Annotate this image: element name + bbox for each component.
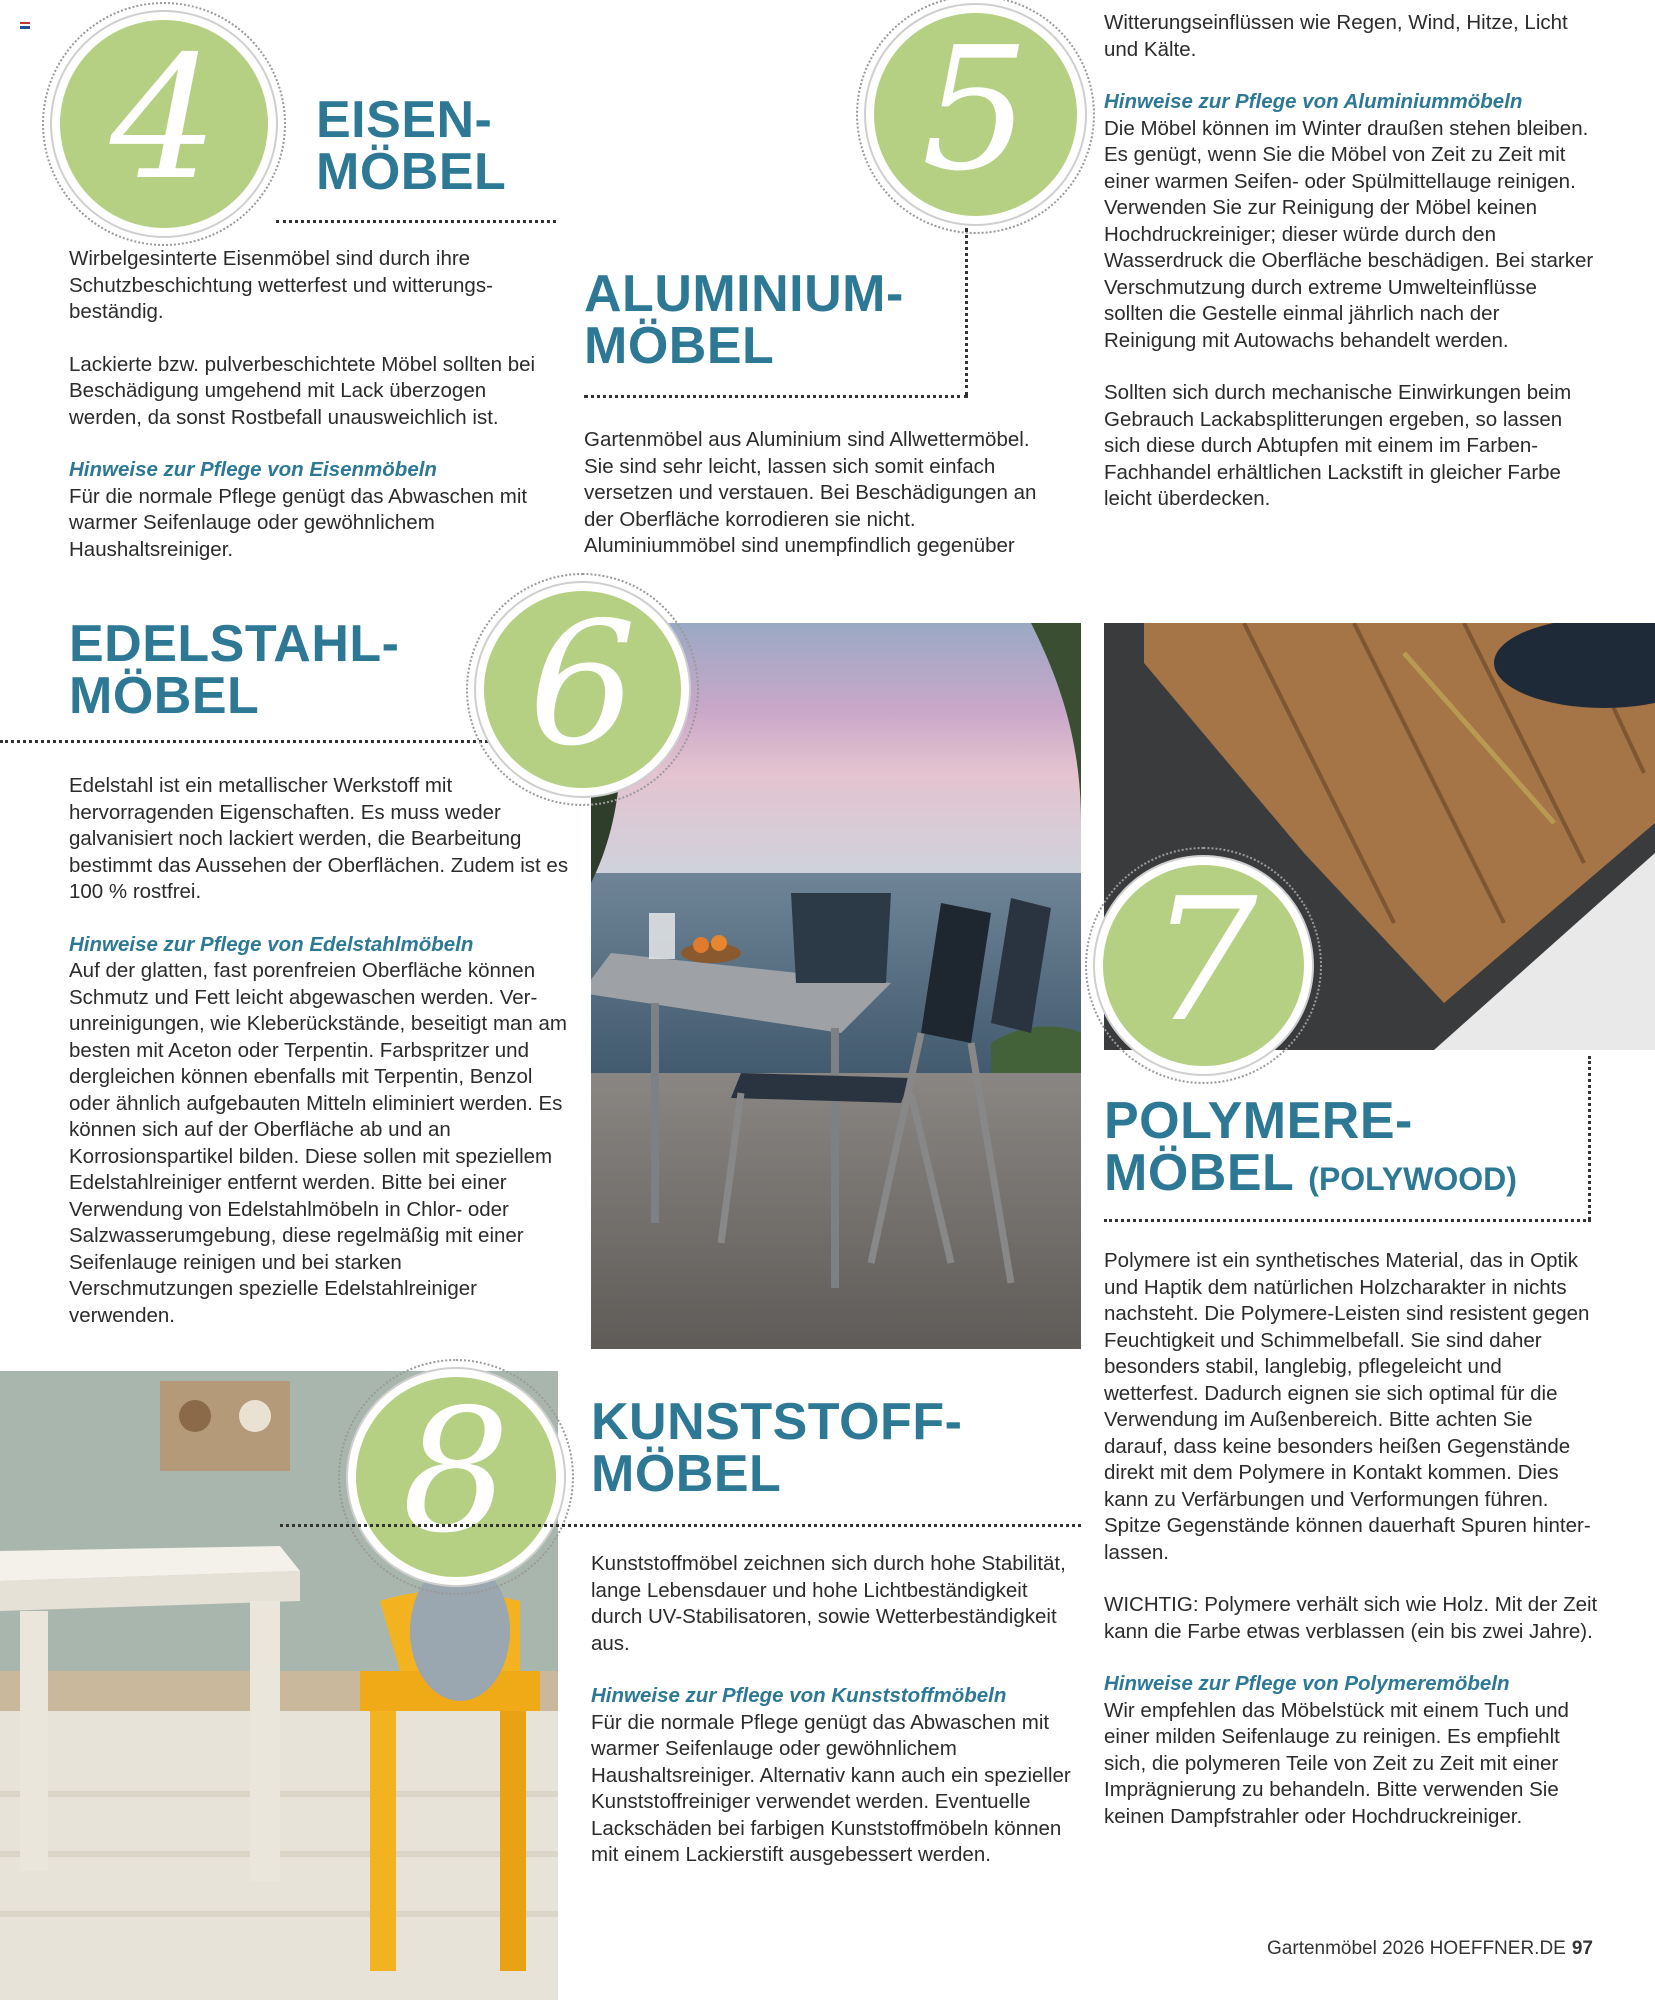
section-5-column-2 <box>1104 10 1594 513</box>
section-4-intro-2: Lackierte bzw. pulverbeschichtete Möbel sollten bei Beschädigung umgehend mit Lack überzogen werden, da sonst Rostbefall unausweichlich ist. <box>69 352 536 429</box>
section-6-number-circle <box>484 585 681 788</box>
section-5-divider-vertical <box>965 228 968 396</box>
section-8-divider <box>280 1524 1081 1527</box>
section-8-intro: Kunststoffmöbel zeichnen sich durch hohe Stabilität, lange Lebensdauer und hohe Lichtbeständigkeit durch UV-Stabilisatoren, sowie Wetterbeständigkeit aus. <box>591 1552 1066 1655</box>
section-5-hint-title: Hinweise zur Pflege von Aluminiummöbeln <box>1104 90 1523 113</box>
section-5-hint-text: Die Möbel können im Winter draußen stehen bleiben. Es genügt, wenn Sie die Möbel von Zeit zu Zeit mit einer warmen Seifen- oder Spülmittellauge reinigen. Verwenden Sie zur Reinigung der Möbel keinen Hochdruckreiniger; dieser würde durch den Wasserdruck die Oberfläche beschädigen. Bei starker Verschmutzung durch extreme Umwelteinflüsse sollten die Gestelle einmal jährlich nach der Reinigung mit Autowachs behandelt werden. <box>1104 116 1594 352</box>
section-7-body <box>1104 1248 1599 1830</box>
section-8-hint-text: Für die normale Pflege genügt das Abwaschen mit warmer Seifenlauge oder gewöhnlichem Haushaltsreiniger. Alternativ kann auch ein spezieller Kunststoffreiniger verwendet werden. Eventuelle Lackschäden bei farbigen Kunststoffmöbeln können mit einem Lackierstift ausgebessert werden. <box>591 1710 1071 1866</box>
section-6-title <box>69 615 400 725</box>
section-4-intro-1: Wirbelgesinterte Eisenmöbel sind durch ihre Schutzbeschichtung wetterfest und witterungsbeständig. <box>69 247 493 323</box>
section-7-title-line-1: POLYMERE- <box>1104 1092 1413 1150</box>
section-5-title-line-2: MÖBEL <box>584 317 775 375</box>
section-5-number-circle <box>874 10 1077 216</box>
section-5-number: 5 <box>921 10 1030 209</box>
section-7-number-circle <box>1103 861 1304 1066</box>
section-8-hint <box>591 1683 1083 1869</box>
section-5-title <box>584 265 904 375</box>
section-6-hint-text: Auf der glatten, fast porenfreien Oberfläche können Schmutz und Fett leicht abgewaschen werden. Verunreinigungen, wie Kleberückstände, beseitigt man am besten mit Aceton oder Terpentin. Farbspritzer und dergleichen können ebenfalls mit Terpentin, Benzol oder ähnlich aufgebauten Mitteln eliminiert werden. Es können sich auf der Oberfläche ab und an Korrosionspartikel bilden. Diese sollen mit speziellem Edelstahlreiniger entfernt werden. Bitte bei einer Verwendung von Edelstahlmöbeln in Chlor- oder Salzwasserumgebung, diese regelmäßig mit einer Seifenlauge reinigen und bei starken Verschmutzungen spezielle Edelstahlreiniger verwenden. <box>69 959 567 1327</box>
section-6-number: 6 <box>528 585 637 784</box>
section-4-hint-text: Für die normale Pflege genügt das Abwaschen mit warmer Seifenlauge oder gewöhnlichem Haushaltsreiniger. <box>69 484 528 561</box>
section-4-body <box>69 246 559 563</box>
section-7-divider <box>1104 1219 1591 1222</box>
section-7-divider-vertical <box>1588 1056 1591 1220</box>
section-7-title-sub: (POLYWOOD) <box>1308 1161 1517 1197</box>
section-7-title-line-2-wrap <box>1104 1144 1517 1205</box>
section-7-title <box>1104 1092 1517 1205</box>
section-7-number: 7 <box>1149 861 1258 1060</box>
section-4-number: 4 <box>109 20 219 218</box>
flag-icon <box>20 22 30 29</box>
section-4-title-line-1: EISEN- <box>316 91 493 149</box>
section-6-body <box>69 773 569 1329</box>
section-5-divider <box>584 395 968 398</box>
section-7-hint <box>1104 1671 1599 1830</box>
section-6-title-line-1: EDELSTAHL- <box>69 615 400 673</box>
footer-label: Gartenmöbel 2026 HOEFFNER.DE <box>1267 1938 1566 1959</box>
section-6-title-line-2: MÖBEL <box>69 667 260 725</box>
section-6-intro: Edelstahl ist ein metallischer Werkstoff mit hervorragenden Eigenschaften. Es muss weder galvanisiert noch lackiert werden, die Bearbeitung bestimmt das Aussehen der Oberflächen. Zudem ist es 100 % rostfrei. <box>69 774 569 903</box>
section-8-title <box>591 1393 963 1503</box>
section-8-number: 8 <box>401 1373 511 1571</box>
section-6-hint <box>69 932 569 1330</box>
section-4-number-circle <box>60 20 268 228</box>
section-4-hint <box>69 457 559 563</box>
section-8-title-line-1: KUNSTSTOFF- <box>591 1393 963 1451</box>
section-6-hint-title: Hinweise zur Pflege von Edelstahlmöbeln <box>69 932 474 956</box>
section-4-title <box>316 91 507 201</box>
section-7-intro: Polymere ist ein synthetisches Material, das in Optik und Haptik dem natürlichen Holzcharakter in nichts nachsteht. Die Polymere-Leisten sind resistent gegen Feuchtigkeit und Schimmelbefall. Sie sind daher besonders stabil, langlebig, pflegeleicht und wetterfest. Dadurch eignen sie sich optimal für die Verwendung im Außenbereich. Bitte achten Sie darauf, dass keine besonders heißen Gegenstände direkt mit dem Polymere in Kontakt kommen. Dies kann zu Verfärbungen und Verformungen führen. Spitze Gegenstände können dauerhaft Spuren hinterlassen. <box>1104 1249 1591 1564</box>
section-5-extra: Sollten sich durch mechanische Einwirkungen beim Gebrauch Lackabsplitterungen ergeben, so lassen sich diese durch Abtupfen mit einem im Farben-Fachhandel erhältlichen Lackstift in gleicher Farbe leicht überdecken. <box>1104 381 1572 510</box>
section-7-warning: WICHTIG: Polymere verhält sich wie Holz. Mit der Zeit kann die Farbe etwas verblassen (ein bis zwei Jahre). <box>1104 1593 1598 1643</box>
section-8-body <box>591 1551 1083 1869</box>
page-number: 97 <box>1571 1938 1593 1959</box>
section-8-title-line-2: MÖBEL <box>591 1445 782 1503</box>
section-7-hint-text: Wir empfehlen das Möbelstück mit einem Tuch und einer milden Seifenlauge zu reinigen. Es empfiehlt sich, die polymeren Teile von Zeit zu Zeit mit einer Imprägnierung zu behandeln. Bitte verwenden Sie keinen Dampfstrahler oder Hochdruckreiniger. <box>1104 1698 1569 1828</box>
section-7-hint-title: Hinweise zur Pflege von Polymeremöbeln <box>1104 1672 1510 1695</box>
section-4-hint-title: Hinweise zur Pflege von Eisenmöbeln <box>69 458 437 481</box>
section-6-divider <box>0 740 488 743</box>
section-4-divider <box>276 220 556 223</box>
section-7-title-line-2: MÖBEL <box>1104 1144 1294 1202</box>
section-5-intro: Gartenmöbel aus Aluminium sind Allwettermöbel. Sie sind sehr leicht, lassen sich somit einfach versetzen und verstauen. Bei Beschädigungen an der Oberfläche korrodieren sie nicht. Aluminiummöbel sind unempfindlich gegenüber <box>584 428 1037 557</box>
page-footer <box>1267 1938 1593 1960</box>
section-8-number-circle <box>356 1373 556 1577</box>
section-5-hint <box>1104 89 1594 354</box>
section-5-intro-continued: Witterungseinflüssen wie Regen, Wind, Hitze, Licht und Kälte. <box>1104 11 1568 61</box>
section-8-hint-title: Hinweise zur Pflege von Kunststoffmöbeln <box>591 1684 1007 1707</box>
section-5-title-line-1: ALUMINIUM- <box>584 265 904 323</box>
section-4-title-line-2: MÖBEL <box>316 143 507 201</box>
